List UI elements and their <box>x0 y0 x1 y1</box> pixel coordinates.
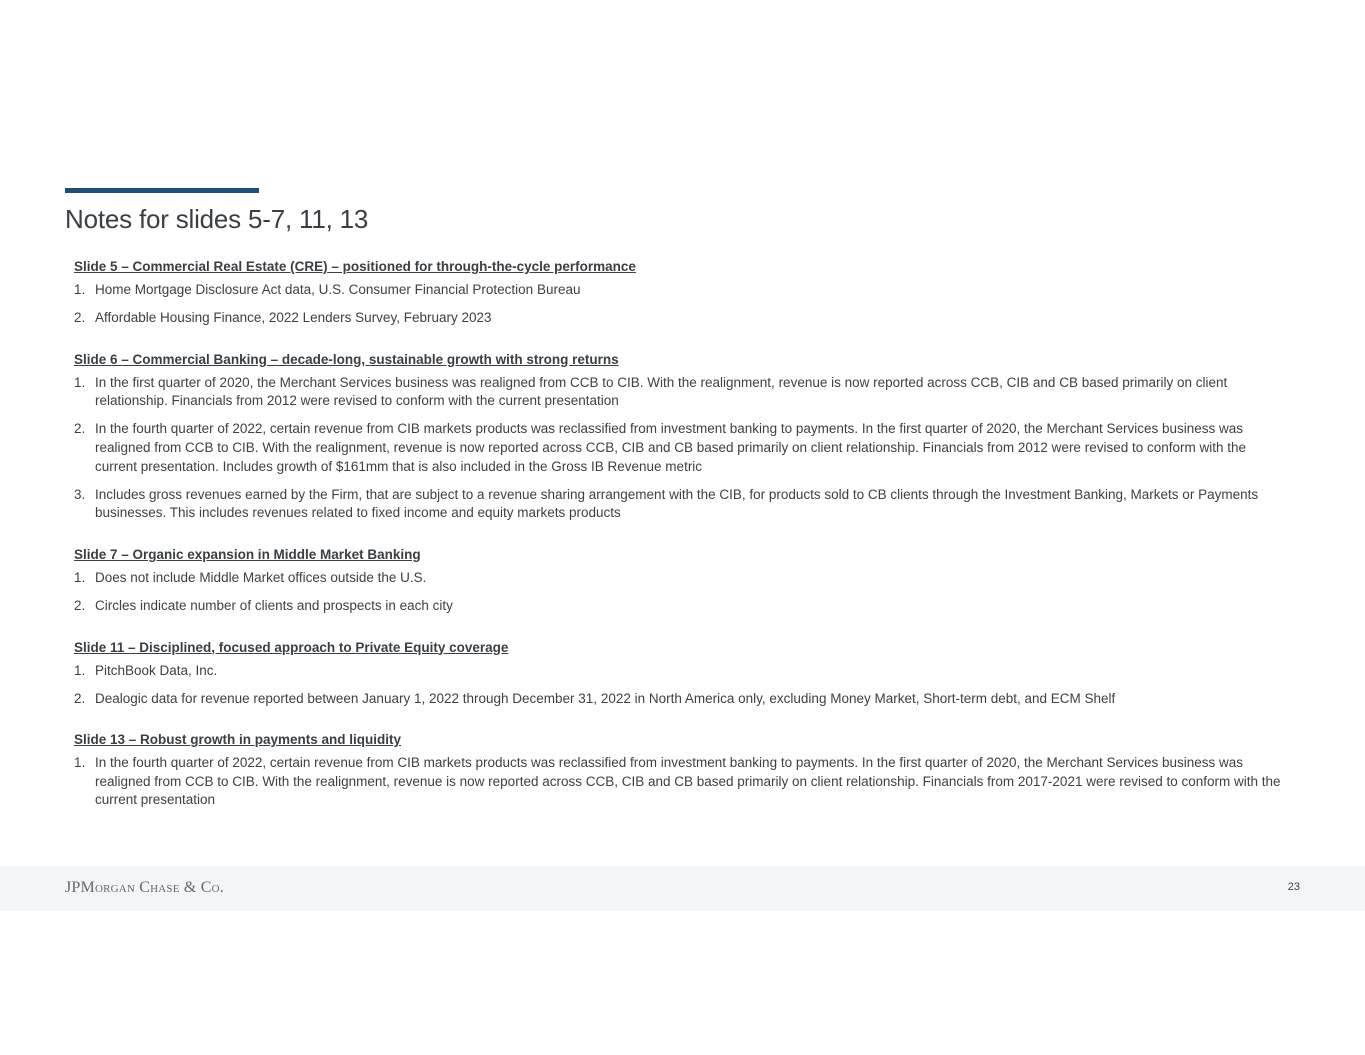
note-text: Includes gross revenues earned by the Firm, that are subject to a revenue sharing arrangement with the CIB, for products sold to CB clients through the Investment Banking, Markets or Payments businesses. This includes revenues related to fixed income and equity markets products <box>95 486 1259 521</box>
note-number: 1. <box>74 282 86 297</box>
note-text: In the fourth quarter of 2022, certain revenue from CIB markets products was reclassified from investment banking to payments. In the first quarter of 2020, the Merchant Services business was realigned from CCB to CIB. With the realignment, revenue is now reported across CCB, CIB and CB based primarily on client relationship. Financials from 2017-2021 were revised to conform with the current presentation <box>95 755 1281 808</box>
notes-section-slide-7 <box>74 546 1289 616</box>
note-list <box>74 754 1289 810</box>
note-list <box>74 662 1289 709</box>
note-number: 2. <box>74 690 86 706</box>
note-item <box>74 486 1289 523</box>
footer <box>0 866 1365 911</box>
section-heading: Slide 6 – Commercial Banking – decade-long, sustainable growth with strong returns <box>74 351 619 367</box>
note-item <box>74 309 1289 328</box>
section-heading: Slide 5 – Commercial Real Estate (CRE) – positioned for through-the-cycle performance <box>74 259 636 274</box>
note-item <box>74 281 1289 300</box>
notes-container <box>74 258 1289 833</box>
note-text: In the first quarter of 2020, the Merchant Services business was realigned from CCB to CIB. With the realignment, revenue is now reported across CCB, CIB and CB based primarily on client relationship. Financials from 2012 were revised to conform with the current presentation <box>95 374 1228 409</box>
note-item <box>74 754 1289 810</box>
note-list <box>74 374 1289 523</box>
note-text: In the fourth quarter of 2022, certain revenue from CIB markets products was reclassified from investment banking to payments. In the first quarter of 2020, the Merchant Services business was realigned from CCB to CIB. With the realignment, revenue is now reported across CCB, CIB and CB based primarily on client relationship. Financials from 2012 were revised to conform with the current presentation. Includes growth of $161mm that is also included in the Gross IB Revenue metric <box>95 421 1247 474</box>
note-list <box>74 569 1289 616</box>
note-text: Does not include Middle Market offices outside the U.S. <box>95 569 427 585</box>
note-item <box>74 420 1289 476</box>
note-text: Circles indicate number of clients and prospects in each city <box>95 597 453 613</box>
note-number: 3. <box>74 486 86 502</box>
note-item <box>74 662 1289 681</box>
notes-section-slide-13 <box>74 731 1289 810</box>
note-text: PitchBook Data, Inc. <box>95 662 218 678</box>
page-title: Notes for slides 5-7, 11, 13 <box>65 204 369 234</box>
note-number: 1. <box>74 374 86 390</box>
title-accent-bar <box>65 188 259 193</box>
note-text: Dealogic data for revenue reported between January 1, 2022 through December 31, 2022 in North America only, excluding Money Market, Short-term debt, and ECM Shelf <box>95 690 1116 706</box>
notes-section-slide-11 <box>74 639 1289 709</box>
note-list <box>74 281 1289 328</box>
note-text: Home Mortgage Disclosure Act data, U.S. Consumer Financial Protection Bureau <box>95 282 581 297</box>
section-heading: Slide 13 – Robust growth in payments and liquidity <box>74 732 402 748</box>
page-number: 23 <box>1287 881 1300 893</box>
note-item <box>74 374 1289 411</box>
note-number: 2. <box>74 421 86 437</box>
note-number: 1. <box>74 755 86 771</box>
note-number: 1. <box>74 569 86 585</box>
note-number: 1. <box>74 662 86 678</box>
note-item <box>74 597 1289 616</box>
note-number: 2. <box>74 310 86 326</box>
note-item <box>74 690 1289 709</box>
section-heading: Slide 7 – Organic expansion in Middle Market Banking <box>74 546 421 562</box>
note-number: 2. <box>74 597 86 613</box>
notes-section-slide-5 <box>74 258 1289 328</box>
notes-section-slide-6 <box>74 351 1289 523</box>
note-item <box>74 569 1289 588</box>
section-heading: Slide 11 – Disciplined, focused approach to Private Equity coverage <box>74 639 509 655</box>
note-text: Affordable Housing Finance, 2022 Lenders Survey, February 2023 <box>95 310 492 326</box>
company-logo: JPMorgan Chase & Co. <box>65 879 224 896</box>
